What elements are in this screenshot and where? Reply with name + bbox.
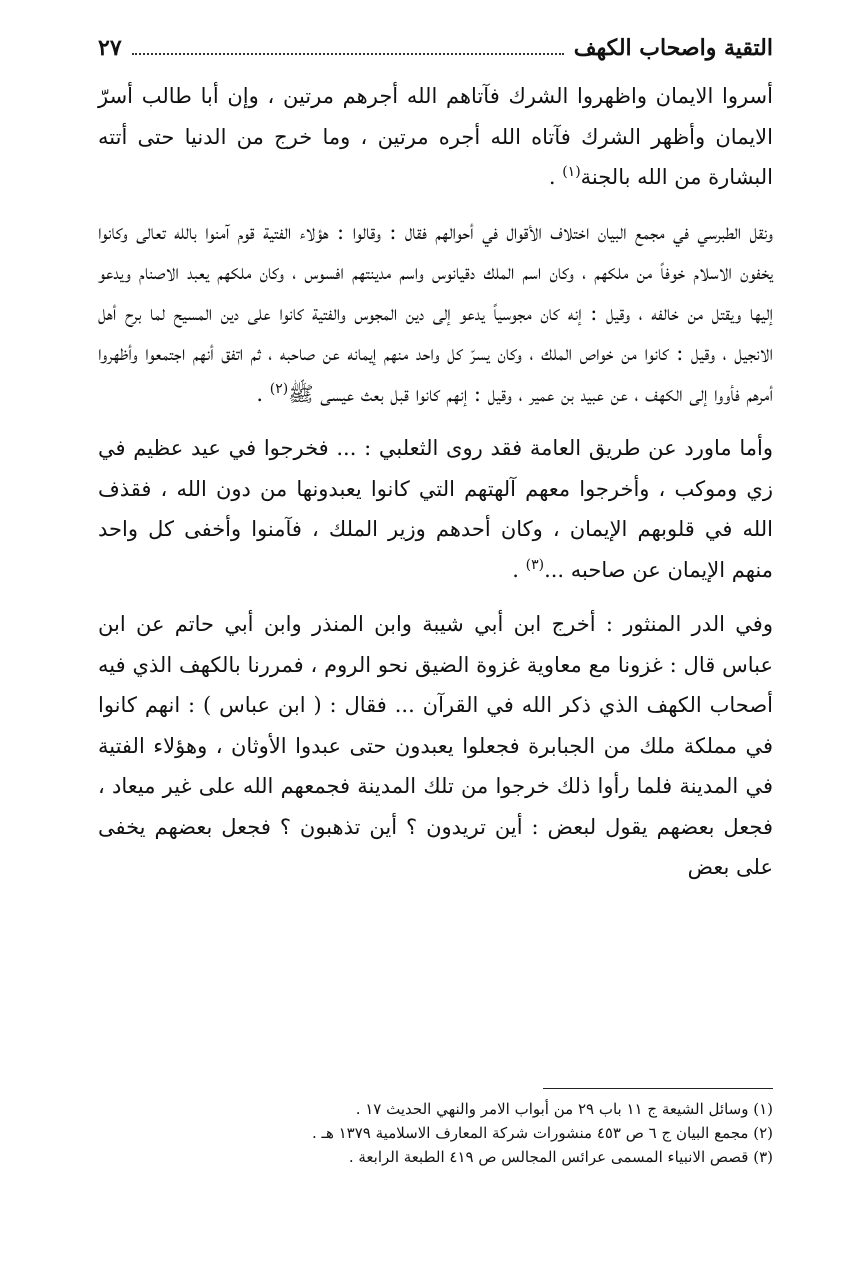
main-text: [98, 76, 773, 888]
leader-dots: [132, 53, 564, 55]
footnote-separator: [543, 1088, 773, 1089]
footnote-2: (٢) مجمع البيان ج ٦ ص ٤٥٣ منشورات شركة المعارف الاسلامية ١٣٧٩ هـ .: [312, 1124, 773, 1142]
paragraph-2: ونقل الطبرسي في مجمع البيان اختلاف الأقوال في أحوالهم فقال : وقالوا : هؤلاء الفتية قوم آمنوا بالله تعالى وكانوا يخفون الاسلام خوفاً من ملكهم ، وكان اسم الملك دقيانوس واسم مدينتهم افسوس ، وكان ملكهم يعبد الاصنام ويدعو إليها ويقتل من خالفه ، وقيل : إنه كان مجوسياً يدعو إلى دين المجوس والفتية كانوا على دين المسيح لما برح أهل الانجيل ، وقيل : كانوا من خواص الملك ، وكان يسرّ كل واحد منهم إيمانه عن صاحبه ، ثم اتفق أنهم اجتمعوا وأظهروا أمرهم فأووا إلى الكهف ، عن عبيد بن عمير ، وقيل : إنهم كانوا قبل بعث عيسى ﷺ$^{(٢)}$ .: [98, 219, 773, 406]
book-page: [98, 28, 773, 1228]
paragraph-4: وفي الدر المنثور : أخرج ابن أبي شيبة وابن المنذر وابن أبي حاتم عن ابن عباس قال : غزونا مع معاوية غزوة الضيق نحو الروم ، فمررنا بالكهف الذي فيه أصحاب الكهف الذي ذكر الله في القرآن ... فقال : ( ابن عباس ) : انهم كانوا في مملكة ملك من الجبابرة فجعلوا يعبدون حتى عبدوا الأوثان ، وهؤلاء الفتية في المدينة فلما رأوا ذلك خرجوا من تلك المدينة فجمعهم الله على غير ميعاد ، فجعل بعضهم يقول لبعض : أين تريدون ؟ أين تذهبون ؟ فجعل بعضهم يخفى على بعض: [98, 612, 774, 879]
footnote-ref-2: (٢): [269, 380, 289, 397]
footnotes: [98, 1088, 773, 1169]
chapter-title: التقية واصحاب الكهف: [573, 35, 773, 61]
footnote-3: (٣) قصص الانبياء المسمى عرائس المجالس ص ٤١٩ الطبعة الرابعة .: [348, 1148, 773, 1166]
page-number: ٢٧: [98, 35, 122, 61]
paragraph-3: وأما ماورد عن طريق العامة فقد روى الثعلبي : ... فخرجوا في عيد عظيم في زي وموكب ، وأخرجوا معهم آلهتهم التي كانوا يعبدونها من دون الله ، فقذف الله في قلوبهم الإيمان ، وكان أحدهم وزير الملك ، فآمنوا وأخفى كل واحد منهم الإيمان عن صاحبه ...$^{(٣)}$ .: [98, 436, 773, 582]
paragraph-1: أسروا الايمان واظهروا الشرك فآتاهم الله أجرهم مرتين ، وإن أبا طالب أسرّ الايمان وأظهر الشرك فآتاه الله أجره مرتين ، وما خرج من الدنيا حتى أتته البشارة من الله بالجنة$^{(١)}$ .: [98, 84, 773, 189]
footnote-ref-3: (٣): [525, 556, 545, 573]
footnote-1: (١) وسائل الشيعة ج ١١ باب ٢٩ من أبواب الامر والنهي الحديث ١٧ .: [355, 1100, 773, 1118]
footnote-ref-1: (١): [562, 164, 581, 180]
running-header: [98, 28, 773, 68]
